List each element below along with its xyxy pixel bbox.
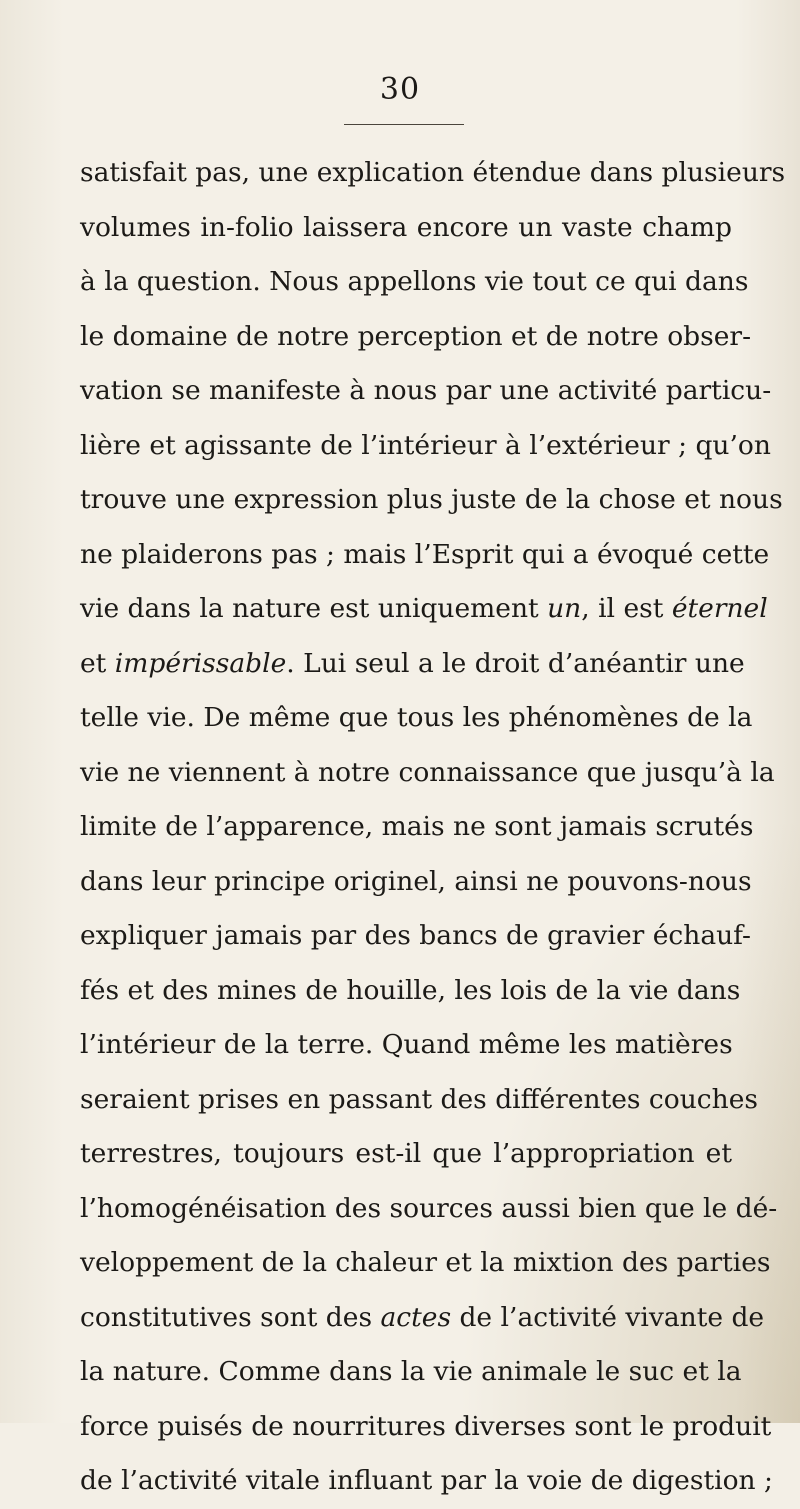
text-segment: . Lui seul a le droit d’anéantir une — [286, 647, 745, 679]
header-rule — [344, 124, 464, 125]
text-line — [80, 1291, 765, 1346]
page-number: 30 — [379, 72, 421, 107]
text-line — [80, 964, 741, 1019]
text-segment: vie ne viennent à notre connaissance que jusqu’à la — [80, 756, 775, 788]
text-line — [80, 1345, 742, 1400]
text-line — [80, 637, 745, 692]
text-segment: de l’activité vitale influant par la voie de digestion ; — [80, 1465, 773, 1496]
text-line — [80, 1018, 732, 1073]
text-line — [80, 800, 754, 855]
italic-text: un — [547, 593, 582, 624]
text-segment: expliquer jamais par des bancs de gravier échauf- — [80, 920, 752, 951]
text-segment: la nature. Comme dans la vie animale le suc et la — [80, 1356, 742, 1387]
text-segment: l’homogénéisation des sources aussi bien que le dé- — [80, 1192, 778, 1224]
text-segment: trouve une expression plus juste de la chose et nous — [80, 484, 783, 515]
text-line — [80, 1127, 732, 1182]
text-segment: limite de l’apparence, mais ne sont jamais scrutés — [80, 811, 754, 842]
text-segment: terrestres, toujours est-il que l’appropriation et — [80, 1138, 732, 1169]
text-line — [80, 201, 732, 256]
text-segment: fés et des mines de houille, les lois de la vie dans — [80, 974, 741, 1006]
text-segment: lière et agissante de l’intérieur à l’extérieur ; qu’on — [80, 429, 771, 461]
text-line — [80, 909, 752, 964]
text-segment: telle vie. De même que tous les phénomènes de la — [80, 702, 753, 733]
text-segment: vation se manifeste à nous par une activité particu- — [80, 375, 772, 406]
text-segment: , il est — [581, 593, 672, 624]
text-line — [80, 1236, 771, 1291]
text-line — [80, 1182, 778, 1237]
text-line — [80, 419, 771, 474]
text-segment: constitutives sont des — [80, 1301, 381, 1333]
italic-text: impérissable — [114, 647, 287, 679]
text-line — [80, 691, 753, 746]
text-segment: dans leur principe originel, ainsi ne pouvons-nous — [80, 865, 752, 897]
text-segment: vie dans la nature est uniquement — [80, 593, 548, 624]
text-line — [80, 746, 775, 801]
text-segment: l’intérieur de la terre. Quand même les matières — [80, 1029, 733, 1060]
text-line — [80, 473, 783, 528]
italic-text: actes — [380, 1301, 452, 1333]
italic-text: éternel — [671, 593, 768, 624]
text-segment: de l’activité vivante de — [451, 1301, 765, 1333]
text-segment: satisfait pas, une explication étendue dans plusieurs — [80, 157, 786, 188]
text-line — [80, 855, 752, 910]
text-line — [80, 310, 752, 365]
text-segment: à la question. Nous appellons vie tout ce qui dans — [80, 266, 749, 297]
text-line — [80, 528, 770, 583]
text-line — [80, 146, 786, 201]
text-segment: volumes in-folio laissera encore un vaste champ — [80, 211, 732, 243]
body-text — [80, 146, 786, 1509]
text-line — [80, 255, 749, 310]
text-segment: force puisés de nourritures diverses sont le produit — [80, 1410, 772, 1442]
text-segment: ne plaiderons pas ; mais l’Esprit qui a évoqué cette — [80, 538, 770, 570]
text-segment: veloppement de la chaleur et la mixtion des parties — [80, 1247, 771, 1278]
text-segment: seraient prises en passant des différentes couches — [80, 1083, 758, 1115]
text-line — [80, 582, 768, 637]
text-line — [80, 364, 772, 419]
text-line — [80, 1073, 758, 1128]
text-segment: et — [80, 647, 115, 679]
text-segment: le domaine de notre perception et de notre obser- — [80, 320, 752, 352]
text-line — [80, 1454, 773, 1509]
text-line — [80, 1400, 772, 1455]
